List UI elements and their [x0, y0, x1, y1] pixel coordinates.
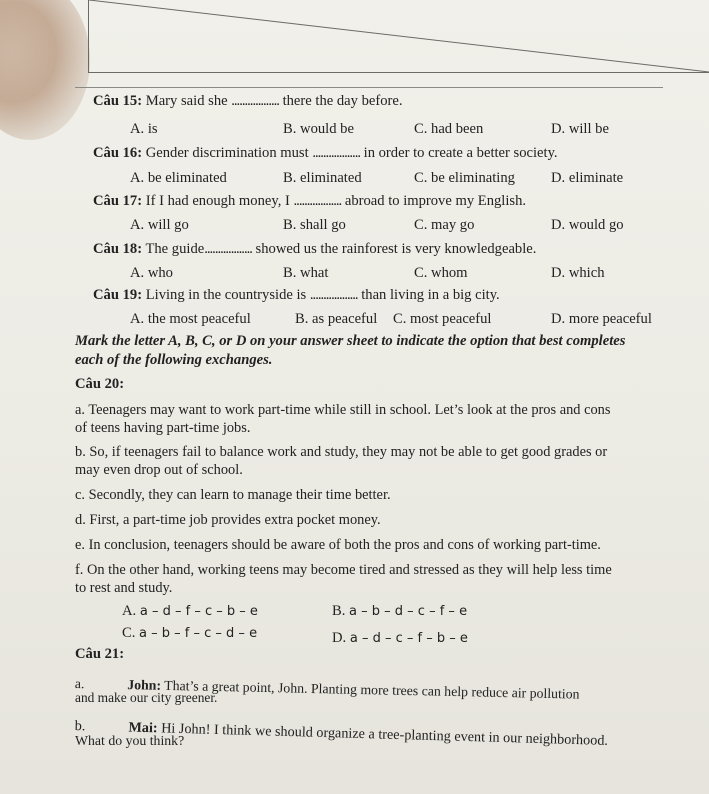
question-stem-end: than living in a big city. [361, 287, 500, 303]
option-b[interactable]: B. would be [283, 121, 354, 137]
sentence-f-cont: to rest and study. [75, 580, 173, 596]
answer-blank[interactable]: .................. [204, 241, 252, 257]
option-sequence: a – d – c – f – b – e [349, 631, 468, 646]
option-d[interactable]: D. would go [551, 217, 624, 233]
option-d[interactable]: D. more peaceful [551, 311, 652, 327]
option-b[interactable] [332, 603, 467, 620]
option-a[interactable]: A. is [130, 121, 158, 137]
exchange-a-cont: and make our city greener. [75, 690, 218, 705]
speaker-name: John: [127, 677, 162, 693]
sentence-c: c. Secondly, they can learn to manage their time better. [75, 487, 391, 503]
question-15 [93, 93, 403, 110]
option-c[interactable]: C. may go [414, 217, 475, 233]
question-17 [93, 193, 526, 210]
option-b[interactable]: B. what [283, 265, 329, 281]
exchange-letter: a. [74, 676, 85, 692]
question-stem-end: abroad to improve my English. [344, 193, 527, 209]
question-label: Câu 18: [93, 241, 143, 257]
option-c[interactable] [122, 625, 257, 642]
question-19 [93, 287, 500, 304]
sentence-f: f. On the other hand, working teens may become tired and stressed as they will help less time [75, 562, 612, 578]
option-letter: D. [332, 630, 347, 646]
finger-shadow [0, 0, 90, 140]
option-d[interactable]: D. eliminate [551, 170, 624, 186]
sentence-a: a. Teenagers may want to work part-time while still in school. Let’s look at the pros and cons [75, 402, 611, 418]
sentence-a-cont: of teens having part-time jobs. [75, 420, 251, 436]
option-d[interactable] [332, 630, 468, 647]
question-label: Câu 17: [93, 193, 143, 209]
sentence-b-cont: may even drop out of school. [75, 462, 243, 478]
option-a[interactable] [122, 603, 258, 620]
answer-blank[interactable]: .................. [231, 93, 279, 109]
question-stem-end: there the day before. [282, 93, 403, 109]
option-c[interactable]: C. be eliminating [414, 170, 515, 186]
option-letter: B. [332, 603, 346, 619]
question-stem: Gender discrimination must [145, 145, 309, 161]
exchange-text: That’s a great point, John. Planting more trees can help reduce air pollution [164, 677, 580, 702]
question-stem-end: in order to create a better society. [363, 145, 558, 161]
speaker-name: Mai: [128, 719, 158, 737]
divider-line [75, 87, 663, 88]
question-stem: Living in the countryside is [145, 287, 307, 303]
table-border [88, 0, 709, 73]
option-a[interactable]: A. who [130, 265, 173, 281]
sentence-e: e. In conclusion, teenagers should be aware of both the pros and cons of working part-time. [75, 537, 601, 553]
option-b[interactable]: B. shall go [283, 217, 346, 233]
answer-blank[interactable]: .................. [293, 193, 342, 209]
question-label: Câu 19: [93, 287, 143, 303]
exchange-b-cont: What do you think? [75, 733, 185, 748]
question-stem-end: showed us the rainforest is very knowledgeable. [255, 241, 537, 257]
question-20-label: Câu 20: [75, 376, 125, 392]
question-label: Câu 16: [93, 145, 143, 161]
option-letter: A. [122, 603, 137, 619]
option-a[interactable]: A. will go [130, 217, 189, 233]
answer-blank[interactable]: .................. [309, 287, 358, 303]
option-letter: C. [122, 625, 136, 641]
option-sequence: a – b – d – c – f – e [349, 604, 468, 619]
exchange-letter: b. [74, 718, 86, 735]
question-stem: If I had enough money, I [145, 193, 290, 209]
option-a[interactable]: A. be eliminated [130, 170, 227, 186]
question-stem: Mary said she [145, 93, 228, 109]
diagonal-line [89, 0, 709, 72]
section-instruction-line-1: Mark the letter A, B, C, or D on your answer sheet to indicate the option that best completes [75, 333, 626, 349]
question-16 [93, 145, 558, 162]
question-18 [93, 241, 536, 258]
question-21-label: Câu 21: [75, 646, 125, 662]
option-c[interactable]: C. had been [414, 121, 484, 137]
option-a[interactable]: A. the most peaceful [130, 311, 251, 327]
question-stem: The guide [145, 241, 205, 257]
option-c[interactable]: C. most peaceful [393, 311, 492, 327]
exchange-text: Hi John! I think we should organize a tree-planting event in our neighborhood. [160, 720, 609, 749]
option-sequence: a – d – f – c – b – e [139, 604, 258, 619]
option-b[interactable]: B. eliminated [283, 170, 362, 186]
option-d[interactable]: D. which [551, 265, 605, 281]
question-label: Câu 15: [93, 93, 143, 109]
section-instruction-line-2: each of the following exchanges. [75, 352, 273, 368]
option-sequence: a – b – f – c – d – e [139, 626, 258, 641]
sentence-d: d. First, a part-time job provides extra pocket money. [75, 512, 381, 528]
option-c[interactable]: C. whom [414, 265, 468, 281]
option-b[interactable]: B. as peaceful [295, 311, 378, 327]
sentence-b: b. So, if teenagers fail to balance work and study, they may not be able to get good grades or [75, 444, 608, 460]
option-d[interactable]: D. will be [551, 121, 609, 137]
answer-blank[interactable]: .................. [312, 145, 360, 161]
